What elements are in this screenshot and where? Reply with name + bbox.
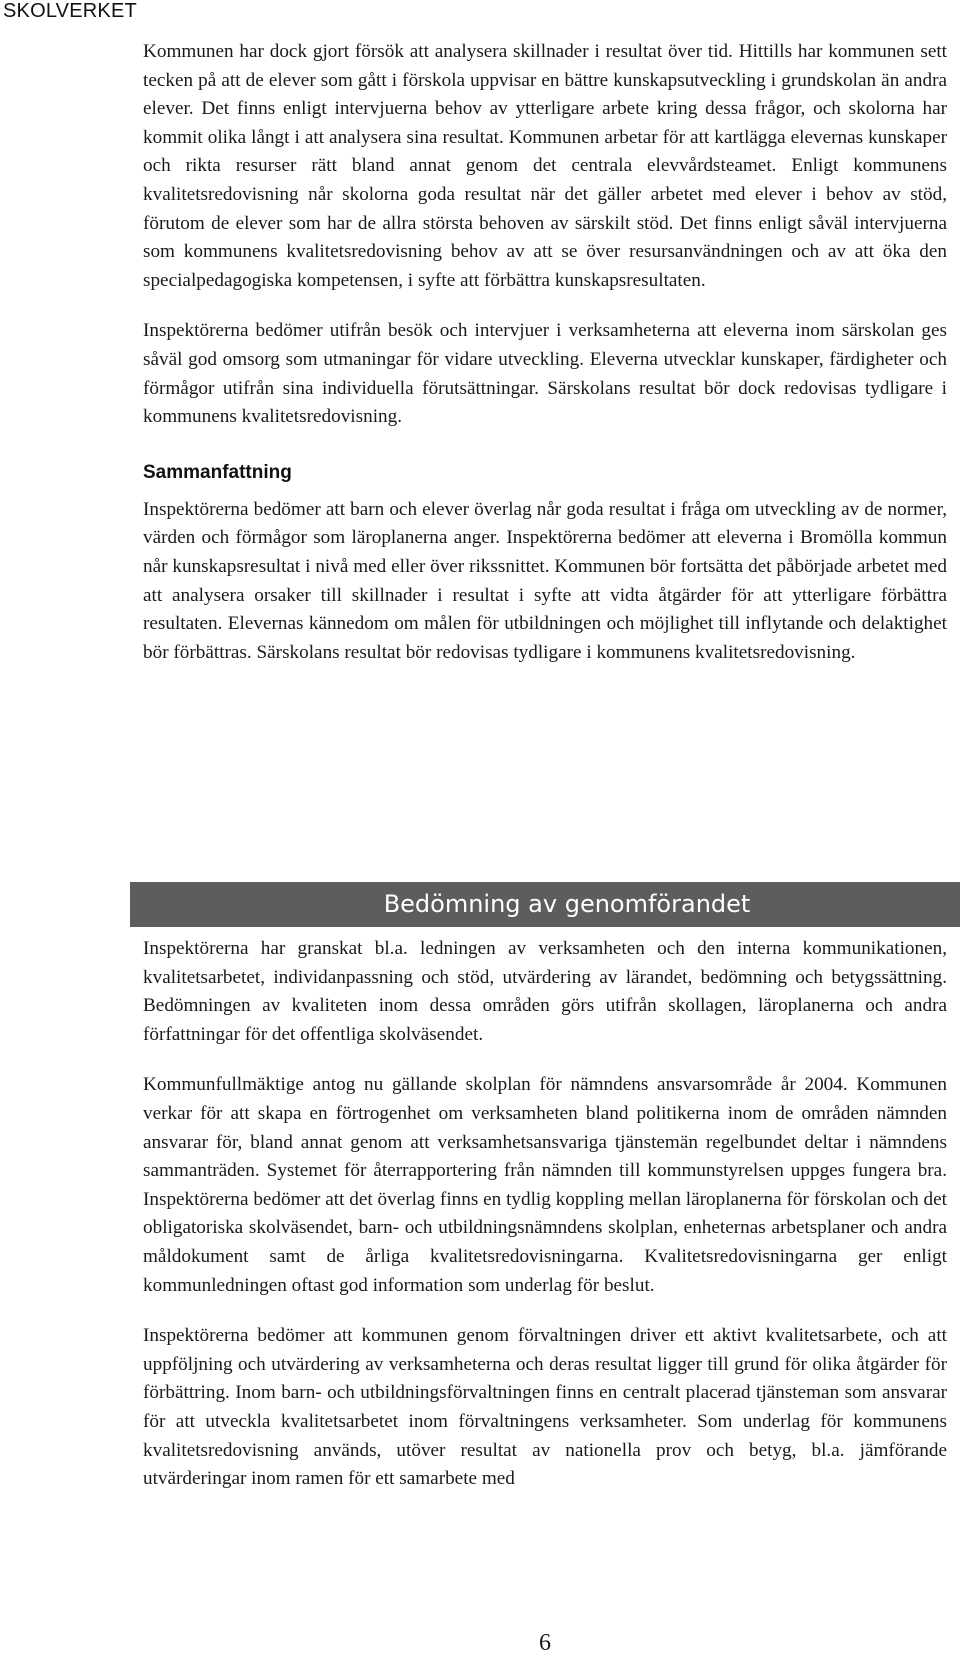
paragraph-scope: Inspektörerna har granskat bl.a. ledningen av verksamheten och den interna kommunikationen, kvalitetsarbetet, individanpassning och stöd, utvärdering av lärandet, bedömning och betygssättning. Bedömningen av kvaliteten inom dessa områden görs utifrån skollagen, läroplanerna och andra författningar för det offentliga skolväsendet. xyxy=(143,938,947,1045)
section-heading: Bedömning av genomförandet xyxy=(383,890,751,918)
summary-heading: Sammanfattning xyxy=(143,461,292,483)
paragraph-sarskolan: Inspektörerna bedömer utifrån besök och intervjuer i verksamheterna att eleverna inom särskolan ges såväl god omsorg som utmaningar för vidare utveckling. Eleverna utvecklar kunskaper, färdigheter och förmågor utifrån sina individuella förutsättningar. Särskolans resultat bör dock redovisas tydligare i kommunens kvalitetsredovisning. xyxy=(143,320,947,428)
paragraph-quality-work: Inspektörerna bedömer att kommunen genom förvaltningen driver ett aktivt kvalitetsarbete, och att uppföljning och utvärdering av verksamheterna och deras resultat ligger till grund för olika åtgärder för förbättring. Inom barn- och utbildningsförvaltningen finns en centralt placerad tjänsteman som ansvarar för att utveckla kvalitetsarbetet inom förvaltningens verksamheter. Som underlag för kommunens kvalitetsredovisning används, utöver resultat av nationella prov och betyg, bl.a. jämförande utvärderingar inom ramen för ett samarbete med xyxy=(143,1325,947,1490)
paragraph-summary: Inspektörerna bedömer att barn och elever överlag når goda resultat i fråga om utveckling av de normer, värden och förmågor som läroplanerna anger. Inspektörerna bedömer att eleverna i Bromölla kommun når kunskapsresultat i nivå med eller över rikssnittet. Kommunen bör fortsätta det påbörjade arbetet med att analysera orsaker till skillnader i resultat i syfte att vidta åtgärder för att ytterligare förbättra resultaten. Elevernas kännedom om målen för utbildningen och möjlighet till inflytande och delaktighet bör förbättras. Särskolans resultat bör redovisas tydligare i kommunens kvalitetsredovisning. xyxy=(143,498,947,663)
publisher-label: SKOLVERKET xyxy=(3,0,137,22)
paragraph-skolplan: Kommunfullmäktige antog nu gällande skolplan för nämndens ansvarsområde år 2004. Kommunen verkar för att skapa en förtrogenhet om verksamheten bland politikerna inom de områden nämnden ansvarar för, bland annat genom att verksamhetsansvariga tjänstemän regelbundet deltar i nämndens sammanträden. Systemet för återrapportering från nämnden till kommunstyrelsen uppges fungera bra. Inspektörerna bedömer att det överlag finns en tydlig koppling mellan läroplanerna för förskolan och det obligatoriska skolväsendet, barn- och utbildningsnämndens skolplan, enheternas arbetsplaner och andra måldokument samt de årliga kvalitetsredovisningarna. Kvalitetsredovisningarna ger enligt kommunledningen oftast god information som underlag för beslut. xyxy=(143,1074,947,1296)
section-1-content xyxy=(143,38,947,689)
page-number: 6 xyxy=(539,1630,551,1656)
paragraph-results-analysis: Kommunen har dock gjort försök att analysera skillnader i resultat över tid. Hittills har kommunen sett tecken på att de elever som gått i förskola uppvisar en bättre kunskapsutveckling i grundskolan än andra elever. Det finns enligt intervjuerna behov av ytterligare arbete kring dessa frågor, och skolorna har kommit olika långt i att analysera sina resultat. Kommunen arbetar för att kartlägga elevernas kunskaper och rikta resurser rätt bland annat genom det centrala elevvårdsteamet. Enligt kommunens kvalitetsredovisning når skolorna goda resultat när det gäller arbetet med elever i behov av stöd, förutom de elever som har de allra största behoven av särskilt stöd. Det finns enligt såväl intervjuerna som kommunens kvalitetsredovisning behov av att se över resursanvändningen och av att öka den specialpedagogiska kompetensen, i syfte att förbättra kunskapsresultaten. xyxy=(143,41,947,291)
section-2-content xyxy=(143,935,947,1516)
